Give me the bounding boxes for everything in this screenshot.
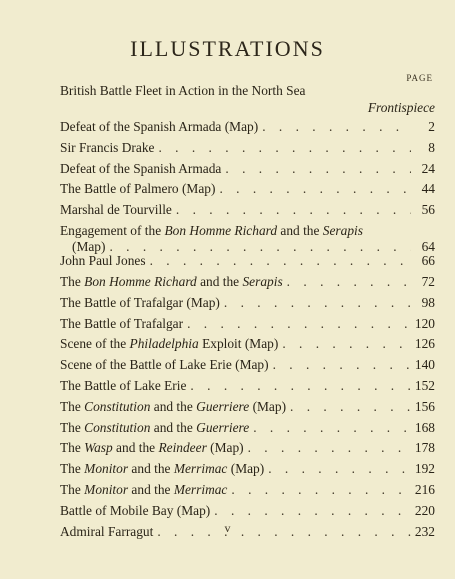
entry-title-part: and the [150,398,197,414]
dot-leader [268,461,411,477]
entry-title-part: Battle of Mobile Bay (Map) [60,502,211,518]
entry-title [60,161,221,177]
entry-title-part: Merrimac [173,481,228,497]
entry-page: 8 [428,139,435,155]
entry-page: 152 [414,377,435,393]
entry-title-part: Reindeer [158,440,207,456]
entry-title [60,295,220,311]
entry-page: 140 [414,357,435,373]
list-item [60,181,435,197]
list-item [60,440,435,456]
list-item [60,503,435,519]
list-item [60,482,435,498]
entry-title-part: Constitution [84,398,151,414]
page-heading: ILLUSTRATIONS [130,36,325,61]
list-item [60,336,435,352]
list-item [60,202,435,218]
entry-title [60,378,186,394]
entry-title-part: Guerriere [196,419,250,435]
entry-title [60,336,278,352]
entry-title [60,316,183,332]
entry-title-part: The Battle of Trafalgar [60,315,184,331]
entry-title [60,461,264,477]
list-item [60,378,435,394]
entry-title-part: Guerriere [196,398,250,414]
entry-title-part: and the [196,273,243,289]
entry-page: 66 [421,253,435,269]
dot-leader [273,357,411,373]
entry-title-part: (Map) [249,398,287,414]
entry-title-part: Scene of the Battle of Lake Erie (Map) [60,357,269,373]
list-item [60,295,435,311]
entry-page: 178 [414,440,435,456]
entry-title-part: The [60,273,85,289]
entry-title-part: Sir Francis Drake [60,139,155,155]
entry-title-part: Exploit (Map) [198,336,279,352]
entry-page: Frontispiece [367,100,435,115]
entry-title-part: The [60,398,85,414]
entry-title-part: The [60,440,85,456]
entry-title-part: Defeat of the Spanish Armada (Map) [60,119,259,134]
entry-title-part: Monitor [84,461,129,477]
list-item [60,274,435,290]
entry-title-part: Merrimac [173,461,228,477]
entry-title [60,223,435,239]
list-item [60,140,435,156]
entry-page: 156 [414,398,435,414]
entry-title [60,482,227,498]
entry-title [60,181,215,197]
dot-leader [214,503,411,519]
list-item [60,399,435,415]
entry-title-continuation: (Map) [72,239,106,254]
entry-title-part: The Battle of Palmero (Map) [60,181,216,197]
entry-title [60,119,258,135]
entry-page: 168 [414,419,435,435]
entry-title-part: The [60,461,85,477]
entry-title-part: and the [112,440,159,456]
dot-leader [290,399,411,415]
dot-leader [282,336,411,352]
entry-title-part: Admiral Farragut [60,523,154,539]
list-item [60,253,435,269]
dot-leader [231,482,411,498]
entry-title [60,440,244,456]
entry-page: 126 [414,336,435,352]
entry-page: 72 [421,273,435,289]
dot-leader [248,440,411,456]
list-item [60,316,435,332]
dot-leader [190,378,410,394]
entry-title [60,202,172,218]
entry-page: 220 [414,502,435,518]
dot-leader [224,295,411,311]
entry-page: 192 [414,461,435,477]
entry-title-part: (Map) [206,440,244,456]
entry-title-part: Bon Homme Richard [164,223,278,238]
entry-title [60,399,286,415]
entry-title-part: Philadelphia [129,336,199,352]
entry-page: 44 [421,181,435,197]
dot-leader [187,316,411,332]
entry-title-part: Scene of the [60,336,130,352]
entry-title-part: Marshal de Tourville [60,202,172,218]
entry-title-part: The Battle of Trafalgar (Map) [60,294,220,310]
list-item [60,461,435,477]
entry-page: 120 [414,315,435,331]
entry-page: 2 [428,119,435,134]
dot-leader [225,161,411,177]
list-item [60,223,435,255]
dot-leader [262,119,411,135]
entry-title-part: Bon Homme Richard [84,273,197,289]
entry-page: 56 [421,202,435,218]
dot-leader [158,140,411,156]
entry-title-part: The [60,419,85,435]
entry-title-part: John Paul Jones [60,253,146,269]
entry-title-part: Serapis [242,273,283,289]
entry-title-part: Defeat of the Spanish Armada [60,160,222,176]
entry-title-part: and the [150,419,197,435]
entry-title-part: Monitor [84,481,129,497]
list-item [60,161,435,177]
dot-leader [176,202,411,218]
list-item [60,357,435,373]
entry-title [60,253,146,269]
entry-page: 64 [421,239,435,254]
entry-title-part: Serapis [322,223,363,238]
dot-leader [253,420,411,436]
entry-page: 98 [421,294,435,310]
entry-title-part: Constitution [84,419,151,435]
entry-title [60,140,154,156]
entry-title [60,503,210,519]
entry-title-part: Engagement of the [60,223,165,238]
entry-title-part: and the [128,481,174,497]
dot-leader [150,253,411,269]
list-item [60,119,435,135]
entry-title-part: and the [128,461,174,477]
dot-leader [219,181,411,197]
frontispiece-entry [60,83,435,115]
entry-page: 216 [414,481,435,497]
entry-title [60,420,249,436]
list-item [60,420,435,436]
entry-title [60,274,283,290]
entry-title [60,357,269,373]
entry-title-part: Wasp [84,440,113,456]
entry-title: British Battle Fleet in Action in the North Sea [60,83,306,98]
folio-numeral: v [224,521,231,535]
page-column-label: PAGE [406,73,433,83]
entry-title-part: The [60,481,85,497]
dot-leader [287,274,411,290]
entry-page: 24 [421,160,435,176]
entry-title-part: (Map) [227,461,265,477]
entry-page: 232 [414,523,435,539]
entry-title-part: The Battle of Lake Erie [60,377,187,393]
entry-title-part: and the [277,223,323,238]
